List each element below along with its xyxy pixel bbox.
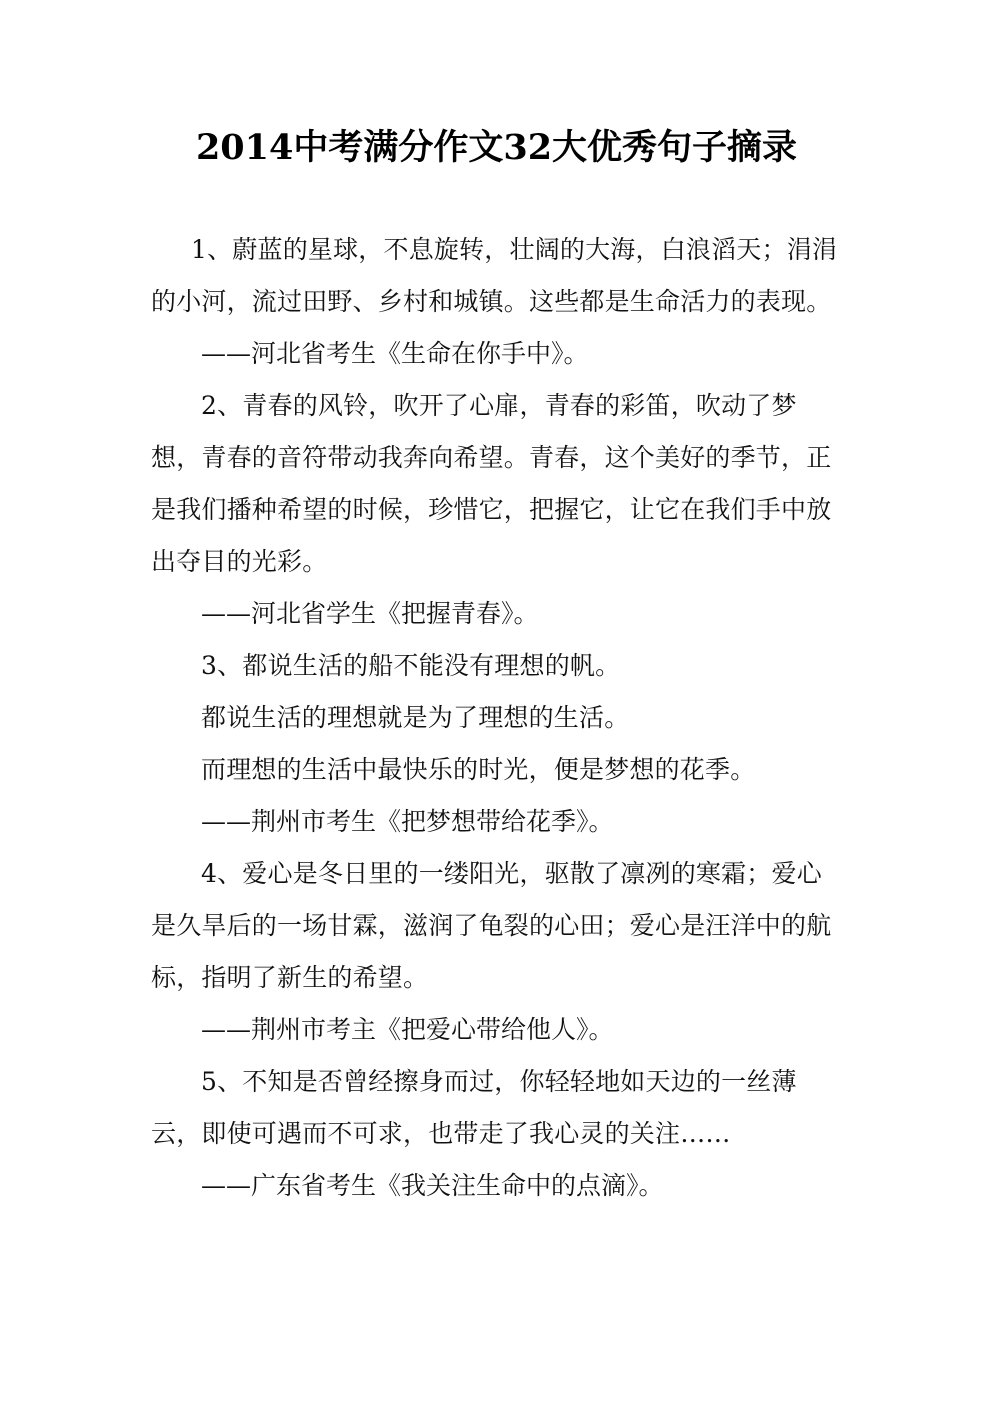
excerpt-source: ——荆州市考生《把梦想带给花季》。: [201, 807, 614, 836]
excerpt-source: ——广东省考生《我关注生命中的点滴》。: [201, 1171, 664, 1200]
page-title: 2014中考满分作文32大优秀句子摘录: [195, 127, 798, 168]
excerpt-source: ——河北省考生《生命在你手中》。: [201, 339, 589, 368]
excerpt-paragraph: 5、不知是否曾经擦身而过，你轻轻地如天边的一丝薄云，即使可遇而不可求，也带走了我心灵的关注……: [151, 1067, 797, 1148]
excerpt-paragraph: 都说生活的理想就是为了理想的生活。: [201, 703, 630, 732]
excerpt-paragraph: 3、都说生活的船不能没有理想的帆。: [201, 651, 621, 680]
excerpt-paragraph: 4、爱心是冬日里的一缕阳光，驱散了凛冽的寒霜；爱心是久旱后的一场甘霖，滋润了龟裂的心田；爱心是汪洋中的航标，指明了新生的希望。: [151, 859, 832, 992]
excerpt-source: ——河北省学生《把握青春》。: [201, 599, 539, 628]
excerpt-paragraph: 1、蔚蓝的星球，不息旋转，壮阔的大海，白浪滔天；涓涓的小河，流过田野、乡村和城镇。这些都是生命活力的表现。: [151, 235, 838, 316]
excerpt-paragraph: 而理想的生活中最快乐的时光，便是梦想的花季。: [201, 755, 756, 784]
excerpt-source: ——荆州市考主《把爱心带给他人》。: [201, 1015, 614, 1044]
excerpt-paragraph: 2、青春的风铃，吹开了心扉，青春的彩笛，吹动了梦想，青春的音符带动我奔向希望。青春，这个美好的季节，正是我们播种希望的时候，珍惜它，把握它，让它在我们手中放出夺目的光彩。: [151, 391, 832, 576]
document-body: [151, 224, 841, 1212]
